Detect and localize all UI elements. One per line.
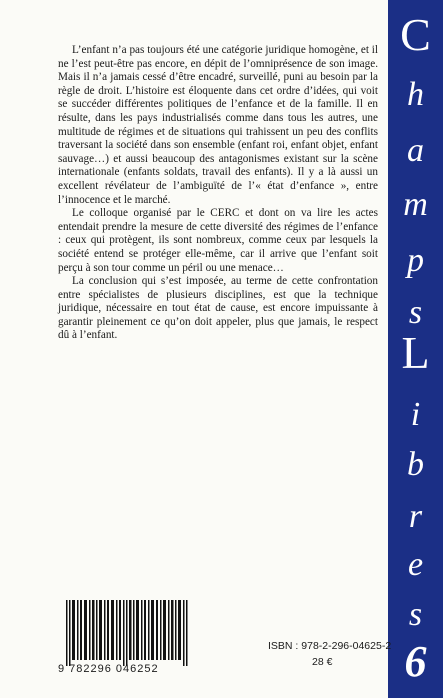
series-letter-h: h: [407, 76, 424, 113]
paragraph-2: Le colloque organisé par le CERC et dont on va lire les actes entendait prendre la mesure de cette diversité des régimes de l’enfance : ceux qui protègent, ils sont nombreux, comme ceux par lesquels la société entend se protéger elle-même, car il arrive que l’enfant soit perçu à son tour comme un péril ou une menace…: [58, 207, 378, 274]
series-letter-i: i: [410, 396, 421, 433]
series-letter-r: r: [408, 498, 423, 535]
series-number: 6: [404, 637, 427, 686]
series-letter-c: C: [400, 9, 431, 60]
series-letter-s: s: [408, 294, 423, 331]
series-letter-e: e: [407, 546, 424, 583]
barcode-bars: [66, 600, 190, 666]
blurb-text: [58, 44, 378, 343]
series-letter-s2: s: [408, 596, 423, 633]
price: 28 €: [312, 656, 333, 668]
series-letter-l: L: [401, 327, 430, 378]
paragraph-1: L’enfant n’a pas toujours été une catégorie juridique homogène, et il ne l’est peut-être pas encore, en dépit de l’omniprésence de son image. Mais il n’a jamais cessé d’être encadré, surveillé, puni au besoin par la règle de droit. L’histoire est éloquente dans cet ordre d’idées, qui voit se succéder différentes politiques de l’enfance et de la famille. Il en résulte, dans les pays industrialisés comme dans tous les autres, une multitude de régimes et de situations qui trahissent un peu des conflits traversant la société dans son ensemble (enfant roi, enfant objet, enfant sauvage…) et aussi beaucoup des antagonismes existant sur la scène internationale (enfants soldats, travail des enfants). Il y a là aussi un excellent révélateur de l’ambiguïté de l’« état d’enfance », entre l’innocence et le marché.: [58, 44, 378, 206]
barcode: [58, 600, 190, 678]
paragraph-3: La conclusion qui s’est imposée, au terme de cette confrontation entre spécialistes de plusieurs disciplines, est que la technique juridique, nécessaire en tout état de cause, est encore impuissante à garantir pleinement ce qu’on doit appeler, plus que jamais, le respect dû à l’enfant.: [58, 275, 378, 342]
series-letter-m: m: [403, 186, 428, 223]
series-letter-b: b: [407, 446, 424, 483]
barcode-digits: 9 782296 046252: [58, 663, 159, 675]
isbn: ISBN : 978-2-296-04625-2: [268, 640, 392, 652]
series-letter-p: p: [407, 242, 424, 279]
series-letter-a: a: [407, 132, 424, 169]
